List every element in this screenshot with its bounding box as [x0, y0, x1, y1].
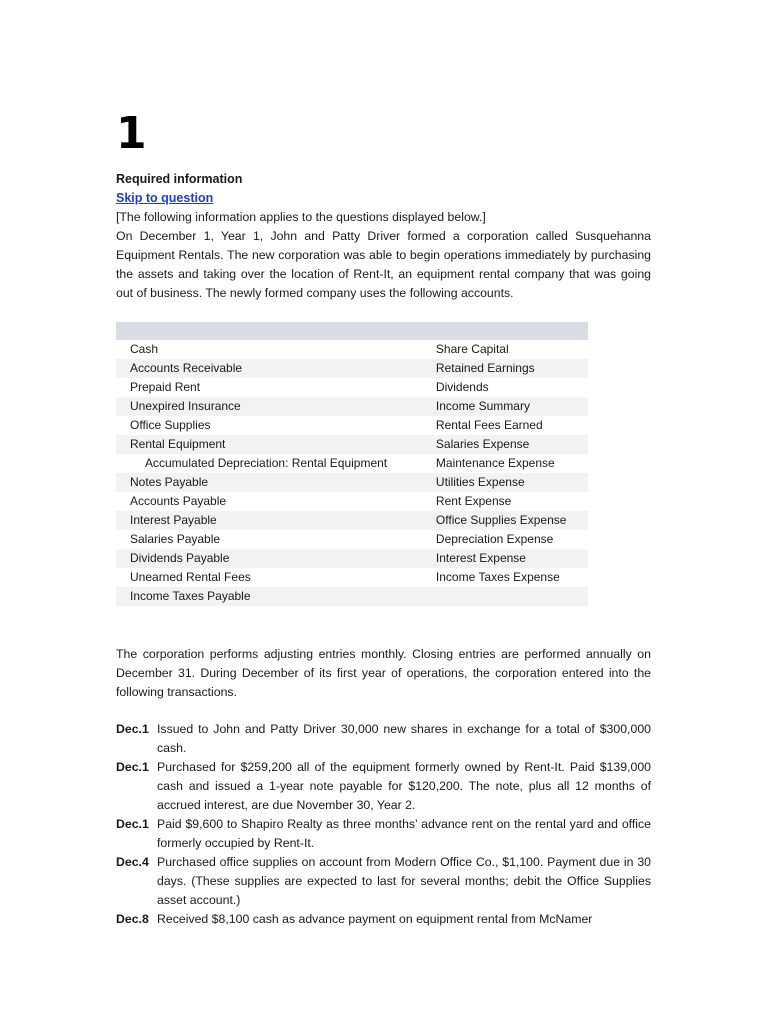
transaction-text: Purchased for $259,200 all of the equipment formerly owned by Rent-It. Paid $139,000 cash and issued a 1-year note payable for $120,200. The note, plus all 12 months of accrued interest, are due November 30, Year 2.: [157, 760, 651, 812]
account-left: Salaries Payable: [130, 532, 221, 546]
skip-to-question-link[interactable]: Skip to question: [116, 191, 214, 205]
account-left: Unearned Rental Fees: [130, 570, 251, 584]
transaction-text: Issued to John and Patty Driver 30,000 new shares in exchange for a total of $300,000 cash.: [157, 722, 651, 755]
account-left: Office Supplies: [130, 418, 211, 432]
transaction-text: Purchased office supplies on account from Modern Office Co., $1,100. Payment due in 30 days. (These supplies are expected to last for several months; debit the Office Supplies asset account.): [157, 855, 651, 907]
account-right: Office Supplies Expense: [430, 511, 588, 530]
account-right: Interest Expense: [430, 549, 588, 568]
account-right: Salaries Expense: [430, 435, 588, 454]
account-right: Income Taxes Expense: [435, 570, 560, 584]
account-row: [116, 378, 588, 397]
transaction-date: Dec.1: [116, 722, 149, 736]
account-right: Share Capital: [435, 342, 509, 356]
account-row: [116, 511, 588, 530]
bracket-note: [The following information applies to the questions displayed below.]: [116, 210, 486, 224]
account-right: [430, 587, 588, 606]
transaction-item: [116, 910, 651, 929]
account-row: [116, 435, 588, 454]
transaction-date: Dec.1: [116, 760, 149, 774]
transaction-date: Dec.8: [116, 912, 149, 926]
account-left: Rental Equipment: [116, 435, 430, 454]
account-row: [116, 454, 588, 473]
account-row: [116, 530, 588, 549]
account-left: Interest Payable: [116, 511, 430, 530]
required-information-heading: Required information: [116, 172, 243, 186]
account-row: [116, 340, 588, 359]
transaction-item: [116, 720, 651, 758]
transaction-date: Dec.1: [116, 817, 149, 831]
intro-section: [116, 208, 651, 303]
account-row: [116, 397, 588, 416]
question-number: 1: [116, 108, 147, 159]
account-right: Rent Expense: [435, 494, 512, 508]
transaction-item: [116, 815, 651, 853]
account-left: Prepaid Rent: [130, 380, 201, 394]
account-left: Accounts Receivable: [116, 359, 430, 378]
account-left: Dividends Payable: [116, 549, 430, 568]
account-right: Dividends: [435, 380, 489, 394]
account-left: Accounts Payable: [130, 494, 227, 508]
account-row: [116, 587, 588, 606]
transaction-text: Received $8,100 cash as advance payment on equipment rental from McNamer: [157, 912, 593, 926]
account-row: [116, 416, 588, 435]
transaction-date: Dec.4: [116, 855, 149, 869]
account-right: Depreciation Expense: [435, 532, 554, 546]
account-row: [116, 492, 588, 511]
account-right: Maintenance Expense: [435, 456, 555, 470]
account-left: Unexpired Insurance: [116, 397, 430, 416]
accounts-table: [116, 322, 588, 606]
transaction-item: [116, 853, 651, 910]
account-row: [116, 549, 588, 568]
account-right: Utilities Expense: [430, 473, 588, 492]
second-paragraph: The corporation performs adjusting entries monthly. Closing entries are performed annually on December 31. During December of its first year of operations, the corporation entered into the following transactions.: [116, 647, 651, 699]
transaction-text: Paid $9,600 to Shapiro Realty as three months’ advance rent on the rental yard and office formerly occupied by Rent-It.: [157, 817, 651, 850]
account-row: [116, 473, 588, 492]
account-right: Retained Earnings: [430, 359, 588, 378]
account-right: Income Summary: [430, 397, 588, 416]
account-left: Income Taxes Payable: [116, 587, 430, 606]
transaction-item: [116, 758, 651, 815]
accounts-table-header: [116, 322, 588, 340]
account-row: [116, 568, 588, 587]
account-row: [116, 359, 588, 378]
account-right: Rental Fees Earned: [435, 418, 543, 432]
account-left: Cash: [130, 342, 159, 356]
transactions-list: [116, 720, 651, 929]
intro-paragraph: On December 1, Year 1, John and Patty Driver formed a corporation called Susquehanna Equipment Rentals. The new corporation was able to begin operations immediately by purchasing the assets and taking over the location of Rent-It, an equipment rental company that was going out of business. The newly formed company uses the following accounts.: [116, 229, 651, 300]
account-left: Accumulated Depreciation: Rental Equipment: [145, 456, 388, 470]
account-left: Notes Payable: [116, 473, 430, 492]
